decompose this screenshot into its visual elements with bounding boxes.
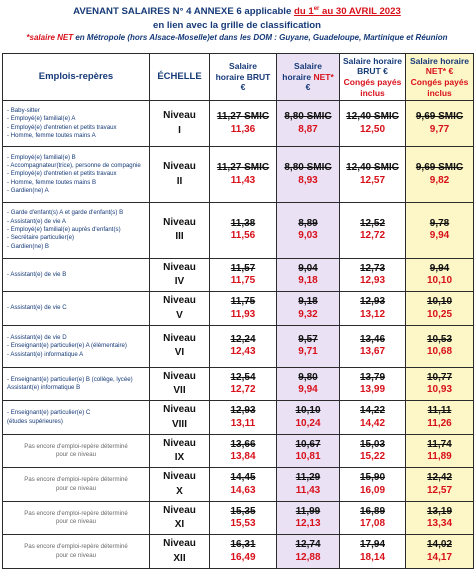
emplois-cell [3, 147, 150, 202]
emploi-repere: - Assistant(e) de vie C [7, 304, 67, 312]
salary-cell-net-cp [406, 401, 474, 435]
niveau-number: IX [174, 452, 185, 464]
new-rate: 16,09 [359, 484, 386, 496]
niveau-label: Niveau [163, 471, 196, 483]
col-header-brut-line3: € [240, 82, 246, 93]
old-rate: 8,80 SMIC [284, 162, 332, 174]
net-note-text: en Métropole (hors Alsace-Moselle)et dans les DOM : Guyane, Guadeloupe, Martinique et Réunion [73, 33, 448, 42]
emploi-repere: - Garde d'enfant(s) A et garde d'enfant(s) B [7, 209, 124, 217]
old-rate: 11,75 [230, 296, 256, 308]
new-rate: 9,18 [298, 275, 318, 287]
new-rate: 10,93 [426, 384, 453, 396]
niveau-cell [150, 258, 210, 292]
table-body [3, 101, 474, 569]
niveau-number: X [176, 485, 183, 497]
col-header-brut [210, 54, 277, 101]
salary-cell-net [277, 501, 340, 535]
salary-cell-brut [210, 434, 277, 468]
col-header-net-line1: Salaire [294, 61, 322, 72]
table-row [3, 367, 474, 401]
col-header-bcp-red: Congés payés [343, 77, 402, 87]
salary-cell-brut-cp [340, 468, 406, 502]
emploi-repere: - Employé(e) familial(e) B [7, 153, 76, 161]
emploi-repere: - Enseignant(e) particulier(e) B (collège, lycée) [7, 375, 133, 383]
niveau-number: V [176, 309, 183, 321]
emploi-repere: Pas encore d'emploi-repère déterminé [24, 442, 128, 450]
table-row [3, 147, 474, 202]
old-rate: 11,27 SMIC [216, 111, 270, 123]
new-rate: 12,43 [230, 346, 256, 358]
niveau-label: Niveau [163, 538, 196, 550]
col-header-net-cp [406, 54, 474, 101]
col-header-brut-line2: horaire BRUT [215, 71, 271, 82]
old-rate: 12,93 [359, 296, 386, 308]
niveau-cell [150, 147, 210, 202]
new-rate: 12,88 [295, 551, 321, 563]
salary-cell-net-cp [406, 325, 474, 367]
salary-cell-brut [210, 202, 277, 258]
old-rate: 8,80 SMIC [284, 111, 332, 123]
salary-cell-brut [210, 101, 277, 147]
emploi-repere: pour ce niveau [56, 451, 96, 459]
old-rate: 10,67 [295, 438, 321, 450]
old-rate: 12,74 [295, 539, 321, 551]
salary-cell-net [277, 258, 340, 292]
col-header-ncp-line1: Salaire horaire [409, 55, 470, 66]
new-rate: 11,36 [230, 123, 256, 135]
salary-cell-net [277, 292, 340, 326]
col-header-ncp-red: NET* € [425, 66, 454, 77]
table-header-row [3, 54, 474, 101]
niveau-cell [150, 292, 210, 326]
emploi-repere: pour ce niveau [56, 551, 96, 559]
emplois-cell [3, 367, 150, 401]
old-rate: 12,52 [359, 217, 386, 229]
new-rate: 16,49 [230, 551, 256, 563]
niveau-number: XI [174, 519, 185, 531]
new-rate: 10,25 [426, 308, 453, 320]
title-date-end: au 30 AVRIL 2023 [319, 6, 401, 18]
salary-cell-brut-cp [340, 501, 406, 535]
emploi-repere: - Employé(e) d'entretien et petits travaux [7, 123, 117, 131]
niveau-label: Niveau [163, 161, 196, 173]
new-rate: 8,93 [298, 174, 318, 186]
salary-cell-net-cp [406, 147, 474, 202]
salary-cell-net [277, 147, 340, 202]
emploi-repere: - Homme, femme toutes mains A [7, 132, 96, 140]
new-rate: 13,67 [359, 346, 386, 358]
old-rate: 12,40 SMIC [346, 111, 399, 123]
col-header-ncp-line3: inclus [427, 87, 452, 98]
emplois-cell [3, 535, 150, 569]
niveau-number: I [178, 124, 181, 136]
emploi-repere: - Assistant(e) de vie D [7, 333, 67, 341]
table-row [3, 325, 474, 367]
salary-cell-brut-cp [340, 325, 406, 367]
table-row [3, 101, 474, 147]
new-rate: 10,24 [295, 417, 321, 429]
new-rate: 9,71 [298, 346, 318, 358]
new-rate: 11,26 [427, 417, 452, 429]
niveau-cell [150, 501, 210, 535]
col-header-net-line2: horaire [282, 71, 314, 82]
old-rate: 9,78 [429, 217, 450, 229]
new-rate: 9,94 [298, 384, 318, 396]
salary-cell-brut [210, 468, 277, 502]
old-rate: 12,54 [230, 371, 256, 383]
salary-cell-net-cp [406, 535, 474, 569]
new-rate: 12,72 [230, 384, 256, 396]
emplois-cell [3, 501, 150, 535]
new-rate: 14,42 [359, 417, 386, 429]
emploi-repere: Pas encore d'emploi-repère déterminé [24, 509, 128, 517]
new-rate: 9,94 [429, 230, 450, 242]
niveau-number: VIII [171, 418, 187, 430]
salary-cell-net [277, 468, 340, 502]
emploi-repere: (études supérieures) [7, 417, 63, 425]
new-rate: 12,50 [359, 123, 386, 135]
new-rate: 11,89 [427, 451, 452, 463]
emplois-cell [3, 325, 150, 367]
niveau-label: Niveau [163, 504, 196, 516]
col-header-echelle: ÉCHELLE [150, 54, 210, 101]
emplois-cell [3, 434, 150, 468]
new-rate: 11,75 [230, 275, 256, 287]
new-rate: 9,77 [429, 123, 450, 135]
new-rate: 13,11 [230, 417, 256, 429]
salary-cell-net-cp [406, 202, 474, 258]
niveau-cell [150, 202, 210, 258]
salary-cell-net-cp [406, 258, 474, 292]
old-rate: 11,57 [230, 262, 256, 274]
old-rate: 15,90 [359, 472, 386, 484]
salary-cell-net [277, 401, 340, 435]
new-rate: 12,72 [359, 230, 386, 242]
emploi-repere: Assistant(e) informatique B [7, 384, 81, 392]
new-rate: 15,53 [230, 518, 256, 530]
niveau-label: Niveau [163, 216, 196, 228]
emploi-repere: Pas encore d'emploi-repère déterminé [24, 543, 128, 551]
old-rate: 17,94 [359, 539, 386, 551]
new-rate: 15,22 [359, 451, 386, 463]
table-row [3, 434, 474, 468]
emploi-repere: - Assistant(e) informatique A [7, 350, 84, 358]
new-rate: 9,03 [298, 230, 318, 242]
new-rate: 10,81 [295, 451, 321, 463]
col-header-emplois: Emplois-repères [3, 54, 150, 101]
table-row [3, 292, 474, 326]
emploi-repere: - Accompagnateur(trice), personne de compagnie [7, 161, 141, 169]
salary-cell-brut-cp [340, 367, 406, 401]
salary-cell-net-cp [406, 468, 474, 502]
new-rate: 9,82 [429, 174, 450, 186]
old-rate: 11,99 [295, 505, 321, 517]
salary-cell-brut-cp [340, 202, 406, 258]
new-rate: 12,93 [359, 275, 386, 287]
emploi-repere: - Assistant(e) de vie A [7, 217, 66, 225]
old-rate: 12,40 SMIC [346, 162, 399, 174]
niveau-cell [150, 535, 210, 569]
old-rate: 16,89 [359, 505, 386, 517]
old-rate: 10,53 [426, 333, 453, 345]
document-header [0, 0, 474, 52]
emploi-repere: - Baby-sitter [7, 106, 40, 114]
old-rate: 9,57 [298, 333, 318, 345]
new-rate: 11,56 [230, 230, 256, 242]
old-rate: 14,22 [359, 405, 386, 417]
old-rate: 15,03 [359, 438, 386, 450]
emploi-repere: - Homme, femme toutes mains B [7, 178, 97, 186]
niveau-cell [150, 434, 210, 468]
emploi-repere: - Secrétaire particulier(e) [7, 234, 75, 242]
new-rate: 11,43 [230, 174, 256, 186]
niveau-number: IV [174, 276, 185, 288]
salary-cell-net [277, 202, 340, 258]
col-header-net-line3: € [305, 82, 311, 93]
new-rate: 13,34 [426, 518, 453, 530]
salary-cell-net [277, 367, 340, 401]
net-note-label: *salaire NET [26, 33, 74, 42]
emploi-repere: - Enseignant(e) particulier(e) A (élémentaire) [7, 342, 127, 350]
old-rate: 11,74 [427, 438, 452, 450]
col-header-ncp-line2: Congés payés [410, 77, 469, 87]
old-rate: 9,80 [298, 371, 318, 383]
niveau-cell [150, 468, 210, 502]
old-rate: 16,31 [230, 539, 256, 551]
new-rate: 13,99 [359, 384, 386, 396]
emploi-repere: - Employé(e) familial(e) A [7, 115, 76, 123]
old-rate: 12,73 [359, 262, 386, 274]
salary-cell-brut-cp [340, 258, 406, 292]
old-rate: 10,10 [295, 405, 321, 417]
salary-cell-net-cp [406, 501, 474, 535]
emplois-cell [3, 202, 150, 258]
new-rate: 14,63 [230, 484, 256, 496]
salary-cell-brut-cp [340, 147, 406, 202]
emploi-repere: - Gardien(ne) B [7, 242, 49, 250]
emploi-repere: pour ce niveau [56, 484, 96, 492]
table-row [3, 258, 474, 292]
niveau-cell [150, 367, 210, 401]
old-rate: 10,10 [426, 296, 453, 308]
niveau-cell [150, 401, 210, 435]
salary-cell-net-cp [406, 434, 474, 468]
col-header-bcp-line2: BRUT € [357, 66, 388, 77]
net-salary-note [0, 33, 474, 42]
old-rate: 13,19 [426, 505, 453, 517]
emploi-repere: - Employé(e) d'entretien et petits travaux [7, 170, 117, 178]
niveau-number: III [175, 231, 184, 243]
old-rate: 9,18 [298, 296, 318, 308]
table-row [3, 202, 474, 258]
niveau-label: Niveau [163, 370, 196, 382]
new-rate: 14,17 [426, 551, 453, 563]
new-rate: 11,93 [230, 308, 256, 320]
old-rate: 11,27 SMIC [216, 162, 270, 174]
salary-cell-brut [210, 367, 277, 401]
salary-table [2, 53, 474, 569]
col-header-brut-line1: Salaire [229, 61, 257, 72]
salary-cell-net-cp [406, 367, 474, 401]
salary-cell-brut [210, 292, 277, 326]
new-rate: 13,84 [230, 451, 256, 463]
old-rate: 13,79 [359, 371, 386, 383]
salary-cell-brut [210, 325, 277, 367]
niveau-label: Niveau [163, 261, 196, 273]
niveau-number: VII [173, 385, 186, 397]
table-row [3, 401, 474, 435]
new-rate: 17,08 [359, 518, 386, 530]
old-rate: 11,29 [295, 472, 321, 484]
old-rate: 9,69 SMIC [415, 162, 464, 174]
new-rate: 11,43 [295, 484, 321, 496]
salary-cell-brut [210, 535, 277, 569]
salary-cell-net [277, 535, 340, 569]
old-rate: 14,45 [230, 472, 256, 484]
salary-cell-brut-cp [340, 401, 406, 435]
emploi-repere: - Employé(e) familial(e) auprès d'enfant(s) [7, 225, 121, 233]
emplois-cell [3, 258, 150, 292]
emploi-repere: Pas encore d'emploi-repère déterminé [24, 476, 128, 484]
new-rate: 13,12 [359, 308, 386, 320]
new-rate: 18,14 [359, 551, 386, 563]
salary-cell-brut [210, 501, 277, 535]
col-header-net [277, 54, 340, 101]
salary-cell-brut [210, 147, 277, 202]
niveau-number: XII [173, 552, 186, 564]
title-text: AVENANT SALAIRES N° 4 ANNEXE 6 applicable [73, 6, 294, 18]
salary-cell-net-cp [406, 292, 474, 326]
emplois-cell [3, 468, 150, 502]
new-rate: 10,68 [426, 346, 453, 358]
old-rate: 9,04 [298, 262, 318, 274]
old-rate: 10,77 [426, 371, 453, 383]
niveau-label: Niveau [163, 332, 196, 344]
emploi-repere: - Gardien(ne) A [7, 187, 49, 195]
col-header-bcp-line1: Salaire horaire [342, 55, 403, 66]
old-rate: 11,11 [427, 405, 452, 417]
old-rate: 15,35 [230, 505, 256, 517]
table-row [3, 535, 474, 569]
salary-cell-brut [210, 401, 277, 435]
niveau-cell [150, 325, 210, 367]
table-row [3, 468, 474, 502]
salary-cell-net-cp [406, 101, 474, 147]
new-rate: 8,87 [298, 123, 318, 135]
niveau-label: Niveau [163, 437, 196, 449]
old-rate: 12,24 [230, 333, 256, 345]
salary-cell-net [277, 101, 340, 147]
niveau-cell [150, 101, 210, 147]
old-rate: 11,38 [230, 217, 256, 229]
emploi-repere: - Assistant(e) de vie B [7, 270, 67, 278]
new-rate: 12,13 [295, 518, 321, 530]
emplois-cell [3, 292, 150, 326]
title-date [294, 6, 401, 17]
new-rate: 9,32 [298, 308, 318, 320]
new-rate: 12,57 [426, 484, 453, 496]
emplois-cell [3, 401, 150, 435]
table-row [3, 501, 474, 535]
document-subtitle: en lien avec la grille de classification [153, 20, 321, 31]
col-header-brut-cp [340, 54, 406, 101]
old-rate: 9,69 SMIC [415, 111, 464, 123]
old-rate: 9,94 [429, 262, 450, 274]
salary-cell-net [277, 325, 340, 367]
salary-cell-brut-cp [340, 535, 406, 569]
old-rate: 12,93 [230, 405, 256, 417]
niveau-number: VI [174, 347, 185, 359]
old-rate: 14,02 [426, 539, 453, 551]
niveau-label: Niveau [163, 295, 196, 307]
old-rate: 12,42 [426, 472, 453, 484]
col-header-bcp-line3: inclus [360, 87, 385, 98]
old-rate: 8,89 [298, 217, 318, 229]
title-date-sup: er [313, 6, 320, 12]
niveau-label: Niveau [163, 404, 196, 416]
old-rate: 13,46 [359, 333, 386, 345]
salary-cell-brut [210, 258, 277, 292]
emploi-repere: - Enseignant(e) particulier(e) C [7, 409, 91, 417]
niveau-label: Niveau [163, 110, 196, 122]
salary-cell-net [277, 434, 340, 468]
emplois-cell [3, 101, 150, 147]
salary-cell-brut-cp [340, 292, 406, 326]
niveau-number: II [176, 175, 183, 187]
old-rate: 13,66 [230, 438, 256, 450]
new-rate: 10,10 [426, 275, 453, 287]
emploi-repere: pour ce niveau [56, 518, 96, 526]
new-rate: 12,57 [359, 174, 386, 186]
document-title [0, 6, 474, 17]
col-header-net-red: NET* [313, 71, 334, 82]
title-date-start: du 1 [293, 6, 314, 18]
salary-cell-brut-cp [340, 434, 406, 468]
salary-cell-brut-cp [340, 101, 406, 147]
